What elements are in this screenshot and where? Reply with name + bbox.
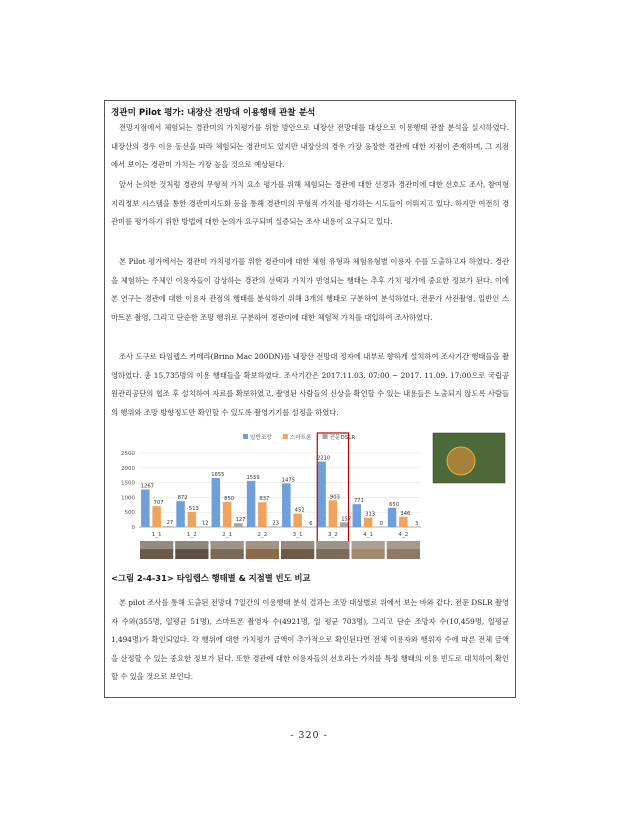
legend-label: 일반조망: [250, 434, 272, 441]
bar: [188, 512, 197, 527]
y-tick-label: 0: [131, 525, 135, 531]
bar: [247, 481, 256, 527]
data-label: 771: [353, 498, 364, 505]
x-tick-label: 2_2: [257, 532, 268, 538]
x-tick-label: 1_2: [186, 532, 197, 538]
thumbnail-sky: [281, 541, 314, 549]
y-tick-label: 1000: [121, 495, 135, 502]
bar-chart: [111, 431, 509, 561]
data-label: 872: [177, 495, 188, 502]
bar: [164, 526, 173, 527]
thumbnail-sky: [387, 541, 420, 549]
bar: [152, 506, 161, 527]
thumbnail-sky: [175, 541, 208, 549]
paragraph-1: 전망지점에서 체험되는 경관미의 가치평가를 위한 방안으로 내장산 전망대를 대상으로 이용행태 관찰 분석을 실시하였다. 내장산의 경우 이용 동선을 따라 체험되는 경관미도 있지만 내장산의 경우 가장 웅장한 경관에 대한 지점이 존재하며, 그 지점에서 보이는 경관미 가치는 가장 높을 것으로 예상된다.: [111, 123, 509, 170]
y-tick-label: 2000: [121, 465, 135, 472]
data-label: 23: [272, 520, 279, 527]
data-label: 157: [341, 516, 352, 523]
bar: [258, 502, 267, 527]
bar: [293, 514, 302, 527]
section-heading: 경관미 Pilot 평가: 내장산 전망대 이용행태 관찰 분석: [111, 108, 316, 118]
bar: [269, 526, 278, 527]
data-label: 837: [259, 496, 270, 503]
bar: [388, 508, 397, 527]
bar: [282, 483, 291, 527]
data-label: 1655: [211, 472, 225, 479]
x-tick-label: 2_1: [222, 532, 233, 538]
data-label: 1559: [246, 474, 260, 481]
data-label: 650: [389, 501, 400, 508]
page-number: - 320 -: [290, 730, 328, 741]
thumbnail-sky: [140, 541, 173, 549]
bar: [176, 501, 185, 527]
bar: [317, 462, 326, 527]
data-label: 850: [224, 495, 235, 502]
bar: [399, 517, 408, 527]
data-label: 6: [309, 520, 313, 527]
data-label: 2210: [316, 455, 331, 462]
legend-label: 전문DSLR: [329, 434, 356, 441]
data-label: 452: [294, 507, 305, 514]
data-label: 1475: [281, 477, 295, 484]
bar: [340, 522, 349, 527]
paragraph-2: 앞서 논의한 것처럼 경관의 무형적 가치 요소 평가를 위해 체험되는 경관에 대한 선경과 경관미에 대한 선호도 조사, 참여형 지리정보 시스템을 통한 경관미지도화 등을 통해 경관미의 무형적 가치를 평가하는 시도들이 이뤄지고 있다. 하지만 여전히 경관미를 평가하기 위한 방법에 대한 논의가 요구되며 실증되는 조사 내용이 요구되고 있다.: [111, 180, 509, 227]
x-tick-label: 3_1: [292, 532, 303, 538]
bar: [212, 478, 221, 527]
content-box: [104, 100, 516, 698]
data-label: 346: [400, 510, 411, 517]
y-tick-label: 1500: [121, 480, 135, 487]
bar: [141, 489, 150, 527]
thumbnail-sky: [246, 541, 279, 549]
bar: [329, 500, 338, 527]
bar: [353, 504, 362, 527]
paragraph-4: 조사 도구로 타임랩스 카메라(Brino Mac 200DN)를 내장산 전망대 정자에 내부로 향하게 설치하여 조사기간 행태들을 촬영하였다. 총 15,735명의 이용 행태들을 확보하였다. 조사기간은 2017.11.03. 07:00 ~ 2017. 11.09. 17:00으로 국립공원관리공단의 협조 후 설치하여 자료를 확보하였고, 촬영된 사람들의 신상을 확인할 수 있는 내용들은 노출되지 않도록 사람들의 행위와 조망 방향정도만 확인할 수 있도록 촬영기기를 설정을 하였다.: [111, 352, 509, 417]
data-label: 12: [201, 520, 209, 527]
conclusion-paragraph: 본 pilot 조사를 통해 도출된 전망대 7일간의 이용행태 분석 결과는 조망 대상별로 위에서 보는 바와 같다. 전문 DSLR 촬영자 수와(355명, 일평균 51명), 스마트폰 촬영자 수(4921명, 일 평균 703명), 그리고 단순 조망자 수(10,459명, 일평균 1,494명)가 확인되었다. 각 행위에 대한 가치평가 금액이 추가적으로 확인된다면 전체 이용자와 행위자 수에 따른 전체 금액을 산정할 수 있는 중요한 정보가 된다. 또한 경관에 대한 이용자들의 선호라는 가치를 특정 행태의 이용 빈도로 대치하여 확인할 수 있을 것으로 보인다.: [111, 598, 509, 682]
legend-swatch: [283, 434, 288, 439]
legend-swatch: [243, 434, 248, 439]
data-label: 903: [329, 494, 340, 501]
legend-swatch: [323, 434, 328, 439]
bar: [223, 502, 232, 527]
figure-caption: <그림 2-4-31> 타임랩스 행태별 & 지점별 빈도 비교: [111, 573, 311, 583]
data-label: 513: [188, 505, 199, 512]
bar-chart-figure: [111, 431, 509, 561]
x-tick-label: 3_2: [327, 532, 338, 538]
paragraph-3: 본 Pilot 평가에서는 경관미 가치평가를 위한 경관미에 대한 체험 유형과 체험유형별 이용자 수를 도출하고자 하였다. 경관을 체험하는 주체인 이용자들이 감상하는 경관의 선택과 가치가 반영되는 행태는 추후 가치 평가에 중요한 정보가 된다. 이에 본 연구는 경관에 대한 이용자 관점의 행태를 분석하기 위해 3개의 행태로 구분하여 분석하였다. 전문가 사진촬영, 일반인 스마트폰 촬영, 그리고 단순한 조망 행위로 구분하여 경관미에 대한 체험적 가치를 대입하여 조사하였다.: [111, 257, 509, 322]
bar: [364, 518, 373, 527]
bar: [234, 523, 243, 527]
thumbnail-sky: [352, 541, 385, 549]
data-label: 3: [415, 520, 419, 527]
thumbnail-sky: [316, 541, 349, 549]
x-tick-label: 4_2: [398, 532, 409, 538]
data-label: 27: [166, 520, 174, 527]
y-tick-label: 2500: [121, 451, 135, 457]
data-label: 127: [235, 517, 246, 524]
y-tick-label: 500: [124, 510, 135, 517]
data-label: 707: [153, 500, 164, 507]
thumbnail-sky: [211, 541, 244, 549]
data-label: 313: [365, 511, 376, 518]
data-label: 1267: [140, 483, 154, 490]
x-tick-label: 4_1: [363, 532, 374, 538]
x-tick-label: 1_1: [151, 532, 162, 538]
data-label: 0: [379, 521, 384, 527]
legend-label: 스마트폰: [289, 434, 312, 441]
